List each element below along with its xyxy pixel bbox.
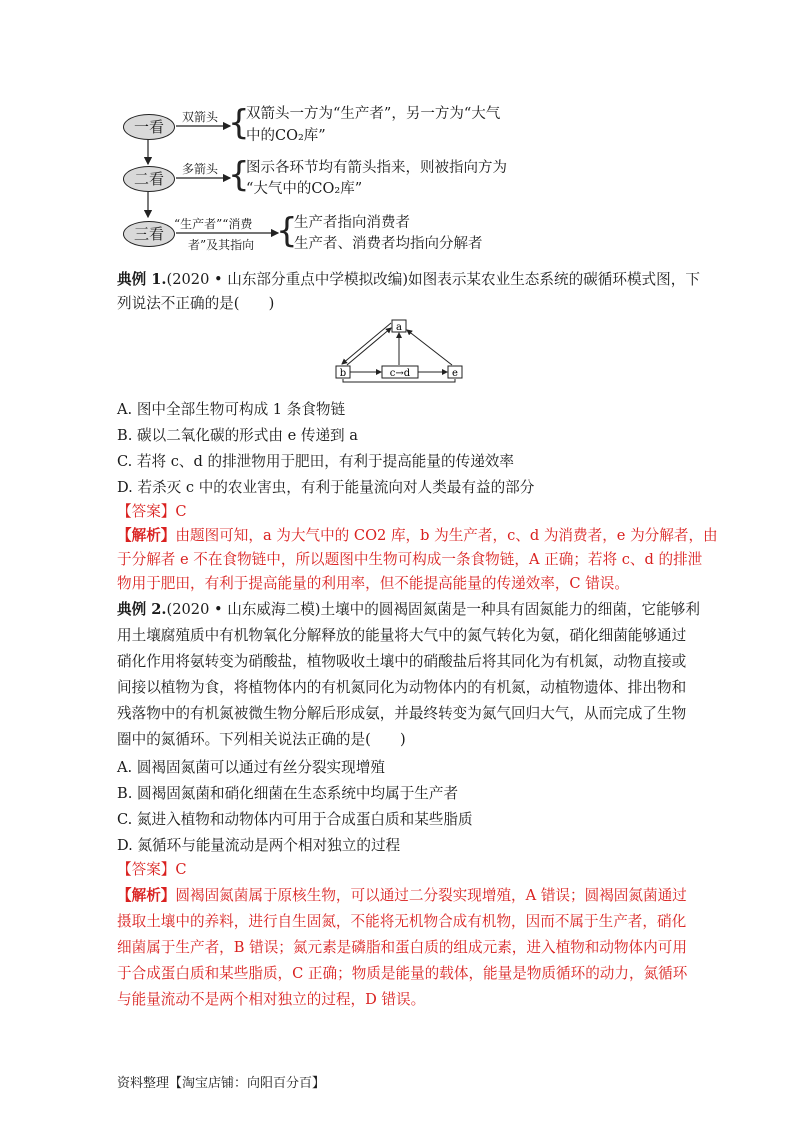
ex1-option-d: D. 若杀灭 c 中的农业害虫，有利于能量流向对人类最有益的部分 bbox=[117, 479, 535, 496]
step3-desc-line1: 生产者指向消费者 bbox=[294, 215, 410, 231]
ex2-label: 典例 2. bbox=[117, 601, 167, 618]
step1-arrow-label: 双箭头 bbox=[182, 110, 219, 124]
ex2-analysis-line4: 于合成蛋白质和某些脂质，C 正确；物质是能量的载体，能量是物质循环的动力，氮循环 bbox=[117, 965, 688, 982]
step2-oval: 二看 bbox=[123, 166, 175, 192]
ex2-option-c: C. 氮进入植物和动物体内可用于合成蛋白质和某些脂质 bbox=[117, 811, 473, 828]
ex1-analysis-line1 bbox=[117, 524, 718, 547]
ex2-analysis-line3: 细菌属于生产者，B 错误；氮元素是磷脂和蛋白质的组成元素，进入植物和动物体内可用 bbox=[117, 939, 687, 956]
ex2-question-line2: 用土壤腐殖质中有机物氧化分解释放的能量将大气中的氮气转化为氨，硝化细菌能够通过 bbox=[117, 627, 687, 644]
ex1-question-text1: (2020 • 山东部分重点中学模拟改编)如图表示某农业生态系统的碳循环模式图，下 bbox=[166, 271, 700, 288]
ex1-analysis-text1: 由题图可知，a 为大气中的 CO2 库，b 为生产者，c、d 为消费者，e 为分解者，由 bbox=[175, 527, 718, 544]
ex2-option-b: B. 圆褐固氮菌和硝化细菌在生态系统中均属于生产者 bbox=[117, 785, 459, 802]
step3-desc-line2: 生产者、消费者均指向分解者 bbox=[294, 236, 483, 252]
ex2-analysis-line2: 摄取土壤中的养料，进行自生固氮，不能将无机物合成有机物，因而不属于生产者，硝化 bbox=[117, 913, 687, 930]
page-footer: 资料整理【淘宝店铺：向阳百分百】 bbox=[117, 1076, 326, 1091]
ex1-option-a: A. 图中全部生物可构成 1 条食物链 bbox=[117, 401, 346, 418]
node-cd: c→d bbox=[389, 368, 411, 379]
step3-brace: { bbox=[276, 211, 298, 251]
ex1-answer: 【答案】C bbox=[117, 503, 187, 520]
ex2-question-line5: 残落物中的有机氮被微生物分解后形成氨，并最终转变为氮气回归大气，从而完成了生物 bbox=[117, 705, 687, 722]
ex2-question-line1 bbox=[117, 598, 700, 621]
step1-desc-line1: 双箭头一方为“生产者”，另一方为“大气 bbox=[246, 106, 501, 122]
step1-brace: { bbox=[228, 103, 250, 143]
ex2-analysis-tag: 【解析】 bbox=[117, 887, 176, 904]
step1-oval: 一看 bbox=[123, 114, 175, 140]
ex2-analysis-text1: 圆褐固氮菌属于原核生物，可以通过二分裂实现增殖，A 错误；圆褐固氮菌通过 bbox=[175, 887, 687, 904]
step3-arrow-label-2: 者”及其指向 bbox=[188, 238, 255, 252]
node-e: e bbox=[452, 368, 458, 379]
ex2-answer: 【答案】C bbox=[117, 861, 187, 878]
ex2-question-line4: 间接以植物为食，将植物体内的有机氮同化为动物体内的有机氮，动植物遗体、排出物和 bbox=[117, 679, 687, 696]
ex2-question-line3: 硝化作用将氨转变为硝酸盐，植物吸收土壤中的硝酸盐后将其同化为有机氮，动物直接或 bbox=[117, 653, 687, 670]
ex1-option-c: C. 若将 c、d 的排泄物用于肥田，有利于提高能量的传递效率 bbox=[117, 453, 514, 470]
step2-arrow-label: 多箭头 bbox=[182, 162, 219, 176]
ex2-analysis-line5: 与能量流动不是两个相对独立的过程，D 错误。 bbox=[117, 991, 426, 1008]
ex2-option-d: D. 氮循环与能量流动是两个相对独立的过程 bbox=[117, 837, 401, 854]
step1-desc-line2: 中的CO₂库” bbox=[246, 128, 326, 144]
step2-brace: { bbox=[228, 155, 250, 195]
step2-desc-line2: “大气中的CO₂库” bbox=[246, 181, 363, 197]
ex2-question-line6: 圈中的氮循环。下列相关说法正确的是( ) bbox=[117, 731, 406, 748]
step3-arrow-label-1: “生产者”“消费 bbox=[174, 217, 253, 231]
ex1-question-line2: 列说法不正确的是( ) bbox=[117, 295, 275, 312]
ex2-option-a: A. 圆褐固氮菌可以通过有丝分裂实现增殖 bbox=[117, 759, 385, 776]
step3-oval: 三看 bbox=[123, 221, 175, 247]
ex1-analysis-tag: 【解析】 bbox=[117, 527, 176, 544]
ex2-question-text1: (2020 • 山东威海二模)土壤中的圆褐固氮菌是一种具有固氮能力的细菌，它能够利 bbox=[166, 601, 700, 618]
three-look-diagram bbox=[118, 96, 678, 256]
ex1-analysis-line3: 物用于肥田，有利于提高能量的利用率，但不能提高能量的传递效率，C 错误。 bbox=[117, 575, 629, 592]
node-a: a bbox=[396, 322, 402, 333]
node-b: b bbox=[339, 368, 347, 379]
step2-desc-line1: 图示各环节均有箭头指来，则被指向方为 bbox=[246, 160, 507, 176]
ex1-analysis-line2: 于分解者 e 不在食物链中，所以题图中生物可构成一条食物链，A 正确；若将 c、d 的排泄 bbox=[117, 551, 703, 568]
ex2-analysis-line1 bbox=[117, 884, 687, 907]
carbon-cycle-diagram bbox=[330, 318, 480, 384]
ex1-question-line1 bbox=[117, 268, 700, 291]
ex1-option-b: B. 碳以二氧化碳的形式由 e 传递到 a bbox=[117, 427, 358, 444]
ex1-label: 典例 1. bbox=[117, 271, 167, 288]
